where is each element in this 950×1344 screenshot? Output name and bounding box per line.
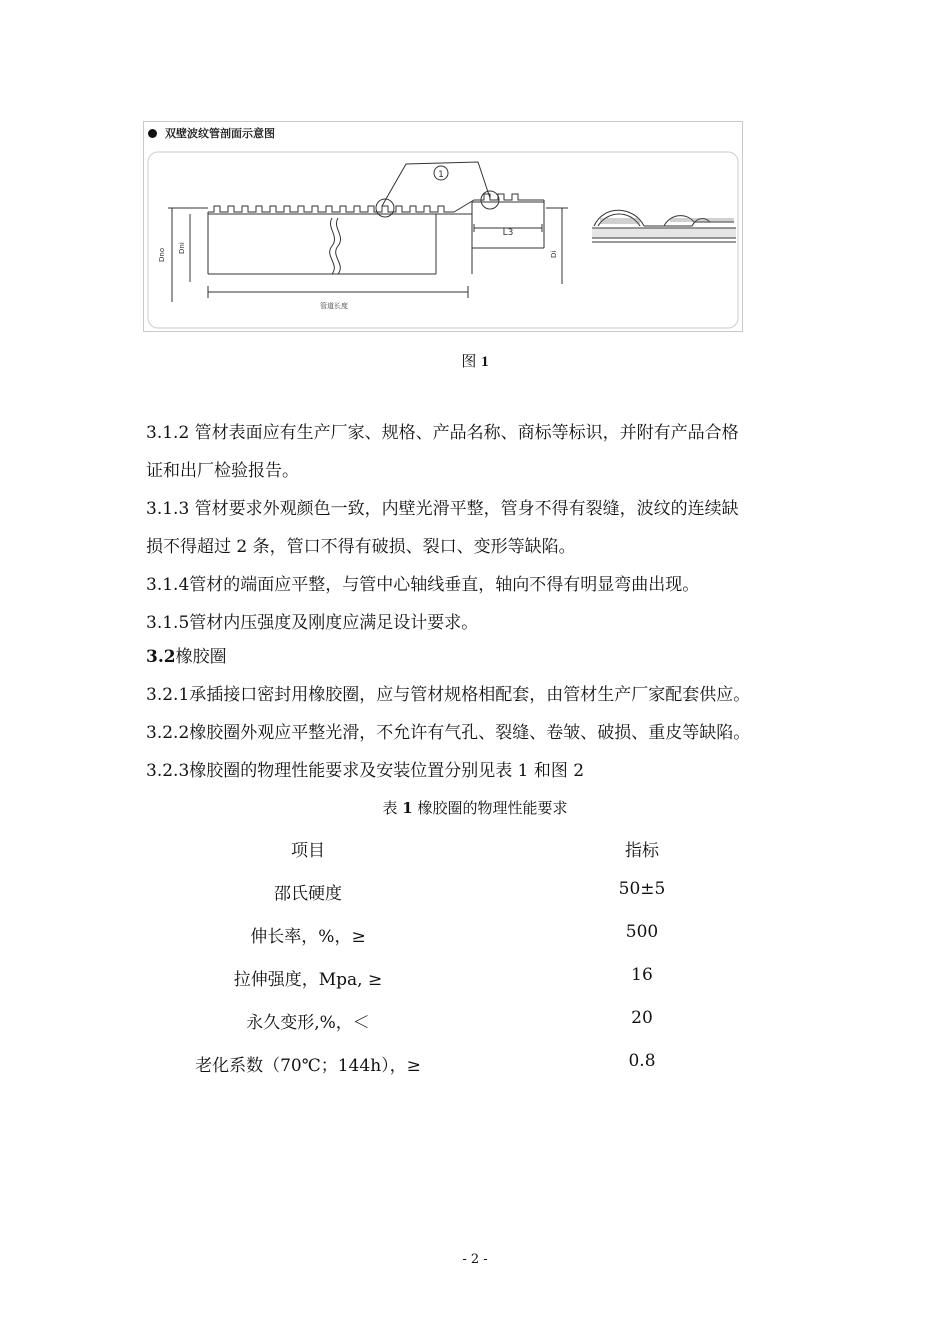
figure-caption-prefix: 图 <box>461 352 477 370</box>
paragraph-continuation: 损不得超过 2 条，管口不得有破损、裂口、变形等缺陷。 <box>146 537 576 557</box>
paragraph-number: 3.1.2 <box>146 423 190 443</box>
paragraph-text: 橡胶圈的物理性能要求及安装位置分别见表 1 和图 2 <box>189 761 585 781</box>
paragraph-number: 3.2.3 <box>146 761 190 781</box>
table-row <box>0 879 950 922</box>
section-title: 橡胶圈 <box>175 647 227 667</box>
ring-detail-hatch <box>592 218 736 238</box>
table-cell-item: 永久变形,%，＜ <box>246 1013 370 1033</box>
paragraph-text: 管材的端面应平整，与管中心轴线垂直，轴向不得有明显弯曲出现。 <box>189 575 700 595</box>
paragraph-3-1-2 <box>146 414 816 490</box>
right-dim-label: Di <box>550 250 558 258</box>
table-cell-item: 伸长率，%，≥ <box>250 927 366 947</box>
table-cell-item: 邵氏硬度 <box>274 884 342 904</box>
paragraph-continuation: 证和出厂检验报告。 <box>146 461 299 481</box>
left-outer-dim-label: Dno <box>158 247 166 262</box>
paragraph-text: 承插接口密封用橡胶圈，应与管材规格相配套，由管材生产厂家配套供应。 <box>189 685 751 705</box>
paragraph-text: 橡胶圈外观应平整光滑，不允许有气孔、裂缝、卷皱、破损、重皮等缺陷。 <box>189 723 751 743</box>
paragraph-number: 3.1.4 <box>146 575 190 595</box>
table-cell-value: 500 <box>625 922 659 942</box>
paragraph-3-2-3 <box>146 752 816 790</box>
page-number: - 2 - <box>462 1252 488 1267</box>
figure-caption-number: 1 <box>481 354 489 370</box>
table-title <box>0 797 950 818</box>
table-header-row <box>0 836 950 879</box>
pipe-section-figure <box>143 121 743 332</box>
left-diameter-dimension <box>168 208 208 302</box>
table-row <box>0 922 950 965</box>
right-diameter-dimension <box>546 208 568 284</box>
paragraph-number: 3.1.5 <box>146 613 190 633</box>
table-row <box>0 1051 950 1094</box>
paragraph-3-1-4 <box>146 566 816 604</box>
table-title-number: 1 <box>402 799 413 817</box>
table-cell-value: 0.8 <box>628 1051 656 1071</box>
paragraph-number: 3.2.2 <box>146 723 190 743</box>
table-cell-value: 16 <box>631 965 653 985</box>
table-header-item: 项目 <box>291 841 325 861</box>
table-title-text: 橡胶圈的物理性能要求 <box>412 799 568 817</box>
left-inner-dim-label: Dni <box>178 242 186 254</box>
length-label: 管道长度 <box>320 302 348 310</box>
table-cell-item: 拉伸强度，Mpa, ≥ <box>233 970 383 990</box>
l3-label: L3 <box>502 228 514 238</box>
paragraph-number: 3.1.3 <box>146 499 190 519</box>
table-row <box>0 1008 950 1051</box>
figure-caption <box>0 350 950 371</box>
paragraph-3-1-3 <box>146 490 816 566</box>
table-row <box>0 965 950 1008</box>
paragraph-text: 管材内压强度及刚度应满足设计要求。 <box>189 613 479 633</box>
paragraph-3-2-1 <box>146 676 816 714</box>
section-number: 3.2 <box>146 647 176 667</box>
length-dimension <box>208 286 468 298</box>
paragraph-3-1-5 <box>146 604 816 642</box>
paragraph-text: 管材要求外观颜色一致，内壁光滑平整，管身不得有裂缝，波纹的连续缺 <box>189 499 739 519</box>
table-header-value: 指标 <box>625 841 659 861</box>
table-cell-value: 20 <box>631 1008 653 1028</box>
paragraph-number: 3.2.1 <box>146 685 190 705</box>
section-heading-3-2 <box>146 638 816 676</box>
table-cell-item: 老化系数（70℃；144h），≥ <box>195 1056 421 1076</box>
pipe-diagram <box>144 122 744 333</box>
paragraph-3-2-2 <box>146 714 816 752</box>
table-title-prefix: 表 <box>382 799 398 817</box>
paragraph-text: 管材表面应有生产厂家、规格、产品名称、商标等标识，并附有产品合格 <box>189 423 739 443</box>
callout-number: 1 <box>438 170 444 180</box>
table-cell-value: 50±5 <box>618 879 666 899</box>
figure-heading-text: 双壁波纹管剖面示意图 <box>165 127 275 140</box>
